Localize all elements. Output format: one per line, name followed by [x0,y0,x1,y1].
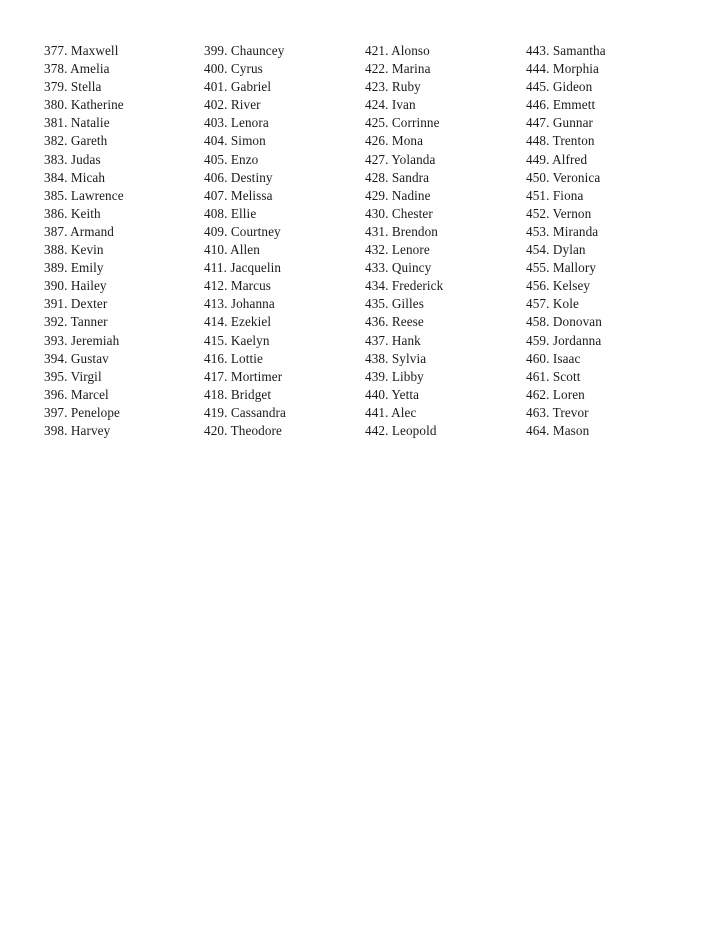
list-item: 418. Bridget [204,386,272,402]
list-item: 426. Mona [365,133,424,149]
list-item: 430. Chester [365,205,433,221]
list-item: 443. Samantha [526,43,606,58]
name-column-2 [204,42,364,440]
list-item: 460. Isaac [526,350,581,366]
list-item: 422. Marina [365,61,431,77]
list-item: 408. Ellie [204,205,257,221]
list-item: 396. Marcel [44,386,109,402]
list-item: 440. Yetta [365,386,420,402]
list-item: 393. Jeremiah [44,332,120,348]
list-item: 394. Gustav [44,350,109,366]
name-column-3 [365,42,525,440]
list-item: 400. Cyrus [204,61,263,77]
list-item: 387. Armand [44,223,114,239]
list-item: 431. Brendon [365,223,438,239]
list-item: 389. Emily [44,260,104,276]
list-item: 442. Leopold [365,422,437,438]
list-item: 391. Dexter [44,296,108,312]
list-item: 411. Jacquelin [204,260,282,276]
list-item: 406. Destiny [204,169,273,185]
list-item: 377. Maxwell [44,43,119,58]
list-item: 452. Vernon [526,205,592,221]
list-item: 399. Chauncey [204,43,285,58]
list-item: 424. Ivan [365,97,416,113]
list-item: 427. Yolanda [365,151,436,167]
list-item: 449. Alfred [526,151,588,167]
list-item: 381. Natalie [44,115,110,131]
list-item: 438. Sylvia [365,350,427,366]
list-item: 458. Donovan [526,314,602,330]
list-item: 401. Gabriel [204,79,272,95]
list-item: 415. Kaelyn [204,332,270,348]
list-item: 434. Frederick [365,278,444,294]
list-item: 423. Ruby [365,79,421,95]
list-item: 378. Amelia [44,61,110,77]
list-item: 437. Hank [365,332,421,348]
name-list-columns [44,42,684,452]
list-item: 421. Alonso [365,43,430,58]
list-item: 453. Miranda [526,223,599,239]
list-item: 385. Lawrence [44,187,124,203]
list-item: 413. Johanna [204,296,275,312]
list-item: 459. Jordanna [526,332,602,348]
list-item: 395. Virgil [44,368,102,384]
list-item: 454. Dylan [526,242,586,258]
list-item: 436. Reese [365,314,424,330]
list-item: 392. Tanner [44,314,108,330]
list-item: 456. Kelsey [526,278,591,294]
list-item: 383. Judas [44,151,101,167]
list-item: 428. Sandra [365,169,430,185]
list-item: 379. Stella [44,79,102,95]
list-item: 435. Gilles [365,296,424,312]
list-item: 447. Gunnar [526,115,594,131]
list-item: 462. Loren [526,386,585,402]
list-item: 390. Hailey [44,278,107,294]
list-item: 463. Trevor [526,404,589,420]
list-item: 402. River [204,97,261,113]
list-item: 419. Cassandra [204,404,286,420]
list-item: 446. Emmett [526,97,596,113]
list-item: 425. Corrinne [365,115,440,131]
list-item: 441. Alec [365,404,417,420]
list-item: 382. Gareth [44,133,108,149]
name-column-1 [44,42,204,440]
name-column-4 [526,42,686,440]
list-item: 417. Mortimer [204,368,283,384]
list-item: 445. Gideon [526,79,593,95]
list-item: 397. Penelope [44,404,121,420]
list-item: 409. Courtney [204,223,281,239]
list-item: 414. Ezekiel [204,314,272,330]
list-item: 461. Scott [526,368,581,384]
list-item: 448. Trenton [526,133,595,149]
list-item: 416. Lottie [204,350,263,366]
list-item: 429. Nadine [365,187,431,203]
list-item: 380. Katherine [44,97,124,113]
list-item: 451. Fiona [526,187,584,203]
list-item: 457. Kole [526,296,579,312]
list-item: 439. Libby [365,368,424,384]
list-item: 433. Quincy [365,260,432,276]
list-item: 407. Melissa [204,187,273,203]
list-item: 420. Theodore [204,422,282,438]
list-item: 412. Marcus [204,278,272,294]
list-item: 464. Mason [526,422,590,438]
list-item: 432. Lenore [365,242,430,258]
list-item: 403. Lenora [204,115,269,131]
list-item: 404. Simon [204,133,266,149]
list-item: 386. Keith [44,205,101,221]
list-item: 455. Mallory [526,260,597,276]
list-item: 384. Micah [44,169,106,185]
list-item: 444. Morphia [526,61,599,77]
list-item: 410. Allen [204,242,260,258]
list-item: 450. Veronica [526,169,601,185]
list-item: 388. Kevin [44,242,104,258]
list-item: 398. Harvey [44,422,111,438]
list-item: 405. Enzo [204,151,259,167]
